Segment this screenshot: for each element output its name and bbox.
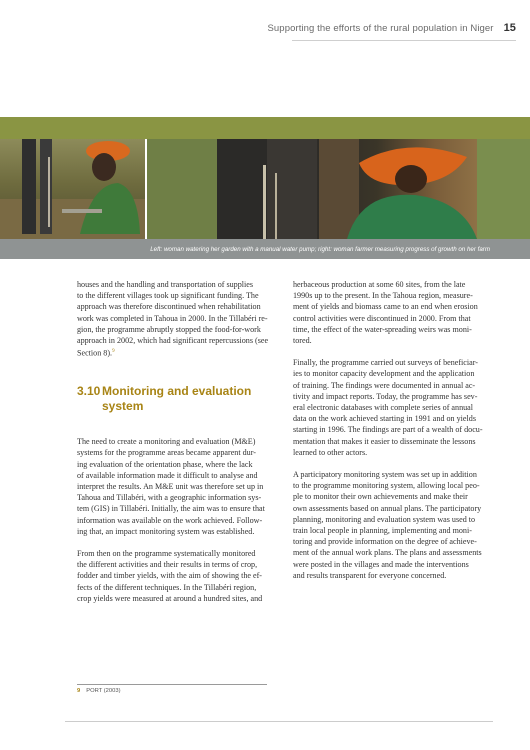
line: eral electronic databases with complete series of annual	[293, 403, 474, 413]
line: fects of the different techniques. In the Tillabéri region,	[77, 582, 257, 592]
line: to the different villages took up significant funding. The	[77, 291, 259, 301]
line: ment of yields and biomass came to an end when erosion	[293, 302, 478, 312]
line: ment of the annual work plans. The plans and assessments	[293, 548, 482, 558]
line: Tahoua and Tillabéri, with a geographic information sys-	[77, 493, 262, 503]
paragraph	[293, 357, 489, 458]
section-title: Monitoring and evaluation system	[102, 384, 252, 414]
line: herbaceous production at some 60 sites, from the late	[293, 280, 466, 289]
decorative-green-band	[0, 117, 530, 139]
line: crop yields were measured at around a hundred sites, and	[77, 593, 263, 603]
line: planning, monitoring and evaluation system was used to	[293, 514, 476, 524]
photo-watering-garden-illustration	[0, 139, 145, 239]
line: own assessments based on annual plans. The participatory	[293, 503, 482, 513]
line: systems for the programme areas became apparent dur-	[77, 448, 256, 458]
figure-caption: Left: woman watering her garden with a manual water pump; right: woman farmer measuring progress of growth on her farm	[150, 245, 490, 253]
right-column	[293, 279, 489, 592]
footnote-reference[interactable]: 9	[112, 349, 115, 355]
line: ies to monitor capacity development and the application	[293, 369, 475, 379]
paragraph	[77, 279, 273, 359]
line: learned to other actors.	[293, 447, 368, 457]
section-number: 3.10	[77, 384, 101, 399]
bottom-rule	[65, 721, 493, 722]
line: approach was therefore discontinued when rehabilitation	[77, 302, 261, 312]
footnote-rule	[77, 684, 267, 685]
line: houses and the handling and transportation of supplies	[77, 280, 254, 289]
line: the different activities and their results in terms of crop,	[77, 560, 258, 570]
section-heading	[77, 384, 273, 414]
line: approach in 2002, which had significant repercussions (see	[77, 336, 269, 346]
paragraph	[77, 548, 273, 604]
line: ple to monitor their own achievements and make their	[293, 492, 468, 502]
line: control activities were discontinued in 2000. From that	[293, 313, 471, 323]
paragraph	[77, 436, 273, 537]
photo-strip	[0, 139, 530, 239]
line: Finally, the programme carried out surveys of beneficiar-	[293, 358, 478, 368]
line: From then on the programme systematically monitored	[77, 548, 256, 558]
line: ing evaluation of the orientation phase, where the lack	[77, 459, 253, 469]
line: ing that, an impact monitoring system was established.	[77, 526, 255, 536]
line: time, the effect of the water-spreading weirs was moni-	[293, 324, 472, 334]
line: 1990s up to the present. In the Tahoua region, measure-	[293, 291, 473, 301]
line: fodder and timber yields, with the aim of showing the ef-	[77, 571, 262, 581]
page-number: 15	[503, 22, 516, 34]
photo-measuring-growth-illustration	[147, 139, 530, 239]
photo-measuring-growth	[147, 139, 530, 239]
footnote-text: PORT (2003)	[86, 688, 121, 694]
line: train local people in planning, implementing and moni-	[293, 526, 472, 536]
line: The need to create a monitoring and evaluation (M&E)	[77, 437, 256, 447]
line: starting in 1996. The findings are part of a wealth of docu-	[293, 425, 483, 435]
line: tivity and impact reports. Today, the programme has sev-	[293, 391, 478, 401]
line: toring and provide information on the degree of achieve-	[293, 537, 477, 547]
paragraph	[293, 279, 489, 346]
paragraph	[293, 469, 489, 581]
caption-bar	[0, 239, 530, 259]
line: data on the work achieved starting in 1991 and on yields	[293, 414, 476, 424]
line: gion, the programme abruptly stopped the food-for-work	[77, 324, 261, 334]
line: and results transparent for everyone concerned.	[293, 570, 447, 580]
line: interpret the results. An M&E unit was therefore set up in	[77, 481, 264, 491]
line: Section 8).	[77, 348, 113, 358]
line: information was available on the work achieved. Follow-	[77, 515, 263, 525]
line: of available information made it difficult to analyse and	[77, 470, 258, 480]
photo-watering-garden	[0, 139, 145, 239]
line: were posted in the villages and made the interventions	[293, 559, 469, 569]
line: work was completed in Tahoua in 2000. In the Tillabéri re-	[77, 313, 268, 323]
line: tem (GIS) in Tillabéri. Initially, the aim was to ensure that	[77, 504, 265, 514]
footnote-mark: 9	[77, 688, 81, 694]
line: A participatory monitoring system was set up in addition	[293, 470, 477, 480]
footnote	[77, 688, 121, 694]
line: to the programme monitoring system, allowing local peo-	[293, 481, 480, 491]
line: of training. The findings were documented in annual ac-	[293, 380, 476, 390]
line: mentation that makes it easier to disseminate the lessons	[293, 436, 476, 446]
left-column	[77, 279, 273, 615]
line: tored.	[293, 336, 312, 346]
running-title: Supporting the efforts of the rural population in Niger	[267, 22, 494, 34]
header-rule	[292, 40, 516, 41]
running-header	[267, 22, 516, 34]
